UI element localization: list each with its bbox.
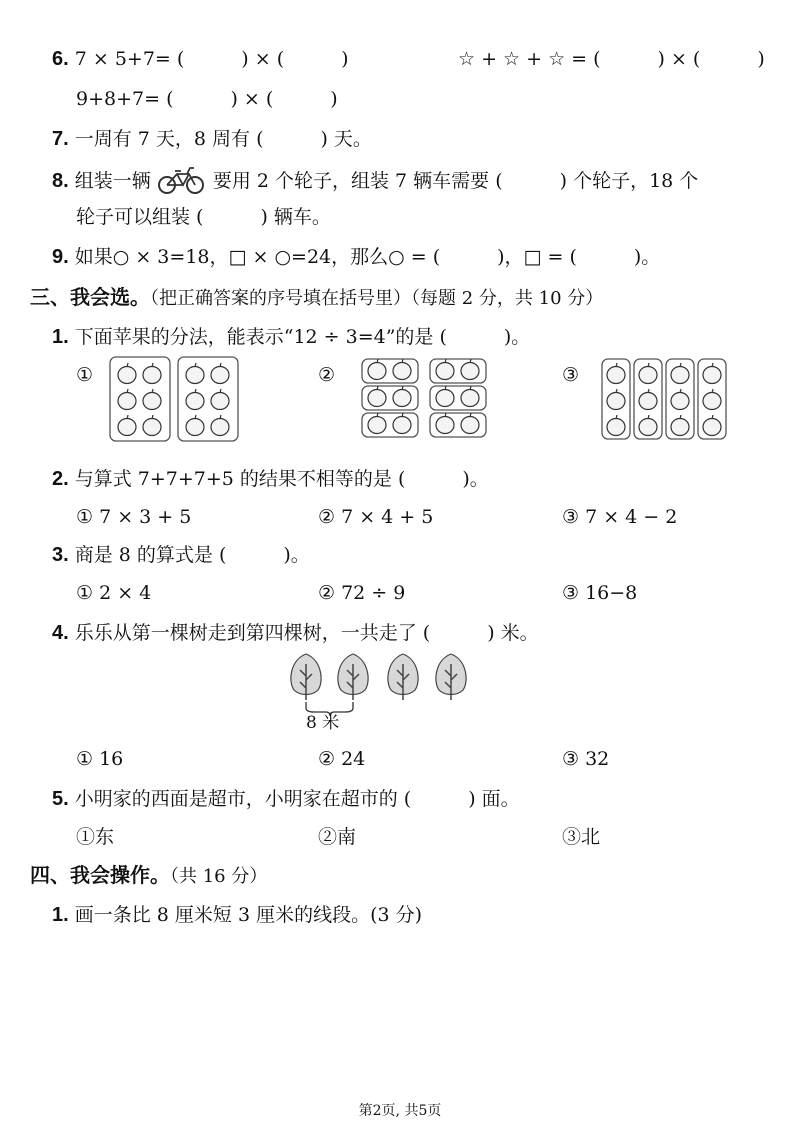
option-1: ① 2 × 4 xyxy=(76,582,152,604)
q6-expression-1: 7 × 5+7= ( ) × ( ) xyxy=(74,48,349,70)
apple-icon xyxy=(461,386,479,407)
s3q2-text: 与算式 7+7+7+5 的结果不相等的是 ( )。 xyxy=(74,468,489,490)
q7 xyxy=(52,126,372,152)
apple-icon xyxy=(118,415,136,436)
s3q3 xyxy=(52,542,310,568)
apple-icon xyxy=(143,389,161,410)
apple-icon xyxy=(211,389,229,410)
q6-line2: 9+8+7= ( ) × ( ) xyxy=(76,88,338,110)
section-note: （把正确答案的序号填在括号里）（每题 2 分，共 10 分） xyxy=(150,288,604,309)
option-1-label: ① xyxy=(76,364,94,386)
apple-icon xyxy=(461,359,479,380)
s3q2 xyxy=(52,466,489,492)
apple-icon xyxy=(607,363,625,384)
question-number: 1. xyxy=(52,904,69,926)
q8-text-b: 要用 2 个轮子，组装 7 辆车需要 ( ) 个轮子，18 个 xyxy=(212,170,699,192)
option-3: ③北 xyxy=(562,826,601,848)
option-3: ③ 32 xyxy=(562,748,610,770)
q6-line1-left xyxy=(52,46,349,72)
apple-icon xyxy=(368,386,386,407)
apple-icon xyxy=(186,415,204,436)
apple-icon xyxy=(368,359,386,380)
section-note: （共 16 分） xyxy=(170,866,268,887)
section4-heading xyxy=(30,862,267,890)
apple-icon xyxy=(607,415,625,436)
s3q1-text: 下面苹果的分法，能表示“12 ÷ 3=4”的是 ( )。 xyxy=(74,326,531,348)
question-number: 6. xyxy=(52,48,69,70)
apple-icon xyxy=(671,415,689,436)
apple-icon xyxy=(639,415,657,436)
s3q4 xyxy=(52,620,539,646)
option-2: ②南 xyxy=(318,826,357,848)
apple-icon xyxy=(143,415,161,436)
s3q4-text: 乐乐从第一棵树走到第四棵树，一共走了 ( ) 米。 xyxy=(74,622,539,644)
apple-icon xyxy=(639,389,657,410)
q8-text-a: 组装一辆 xyxy=(74,170,151,192)
option-1: ① 7 × 3 + 5 xyxy=(76,506,192,528)
section3-heading xyxy=(30,284,603,312)
question-number: 5. xyxy=(52,788,69,810)
q7-text: 一周有 7 天，8 周有 ( ) 天。 xyxy=(74,128,372,150)
apple-icon xyxy=(368,413,386,434)
apple-icon xyxy=(211,415,229,436)
q9 xyxy=(52,244,660,270)
tree-icon xyxy=(338,654,368,700)
s4q1 xyxy=(52,902,422,928)
apple-icon xyxy=(703,389,721,410)
apple-icon xyxy=(393,359,411,380)
question-number: 3. xyxy=(52,544,69,566)
question-number: 2. xyxy=(52,468,69,490)
apple-icon xyxy=(436,359,454,380)
section-title: 四、我会操作。 xyxy=(30,863,170,887)
apple-icon xyxy=(607,389,625,410)
option-1: ① 16 xyxy=(76,748,124,770)
apple-icon xyxy=(118,389,136,410)
tree-icon xyxy=(388,654,418,700)
tree-icon xyxy=(291,654,321,700)
option-1: ①东 xyxy=(76,826,115,848)
page-footer: 第2页, 共5页 xyxy=(358,1103,442,1119)
apple-icon xyxy=(703,363,721,384)
apple-groups-figure xyxy=(0,355,800,455)
option-3-label: ③ xyxy=(562,364,580,386)
trees-figure xyxy=(0,650,800,740)
s3q3-text: 商是 8 的算式是 ( )。 xyxy=(74,544,310,566)
question-number: 7. xyxy=(52,128,69,150)
apple-icon xyxy=(436,413,454,434)
apple-icon xyxy=(436,386,454,407)
distance-label: 8 米 xyxy=(306,713,340,733)
apple-icon xyxy=(186,389,204,410)
option-2: ② 72 ÷ 9 xyxy=(318,582,406,604)
question-number: 8. xyxy=(52,170,69,192)
option-2-label: ② xyxy=(318,364,336,386)
tree-icon xyxy=(436,654,466,700)
q8-line1 xyxy=(52,168,698,195)
apple-icon xyxy=(639,363,657,384)
apple-icon xyxy=(393,413,411,434)
q8-line2: 轮子可以组装 ( ) 辆车。 xyxy=(76,206,331,228)
option-2: ② 7 × 4 + 5 xyxy=(318,506,434,528)
question-number: 4. xyxy=(52,622,69,644)
question-number: 9. xyxy=(52,246,69,268)
apple-icon xyxy=(118,363,136,384)
s3q5 xyxy=(52,786,520,812)
q9-text: 如果○ × 3=18，□ × ○=24，那么○ = ( )，□ = ( )。 xyxy=(74,246,661,268)
apple-icon xyxy=(461,413,479,434)
s3q1 xyxy=(52,324,530,350)
section-title: 三、我会选。 xyxy=(30,285,150,309)
apple-icon xyxy=(186,363,204,384)
bicycle-icon xyxy=(157,169,207,195)
apple-icon xyxy=(211,363,229,384)
apple-icon xyxy=(393,386,411,407)
question-number: 1. xyxy=(52,326,69,348)
option-2: ② 24 xyxy=(318,748,366,770)
s4q1-text: 画一条比 8 厘米短 3 厘米的线段。(3 分) xyxy=(74,904,423,926)
option-3: ③ 7 × 4 − 2 xyxy=(562,506,678,528)
q6-line1-right: ☆ + ☆ + ☆ = ( ) × ( ) xyxy=(458,48,765,70)
option-3: ③ 16−8 xyxy=(562,582,638,604)
apple-icon xyxy=(143,363,161,384)
apple-icon xyxy=(703,415,721,436)
apple-icon xyxy=(671,389,689,410)
s3q5-text: 小明家的西面是超市，小明家在超市的 ( ) 面。 xyxy=(74,788,520,810)
apple-icon xyxy=(671,363,689,384)
